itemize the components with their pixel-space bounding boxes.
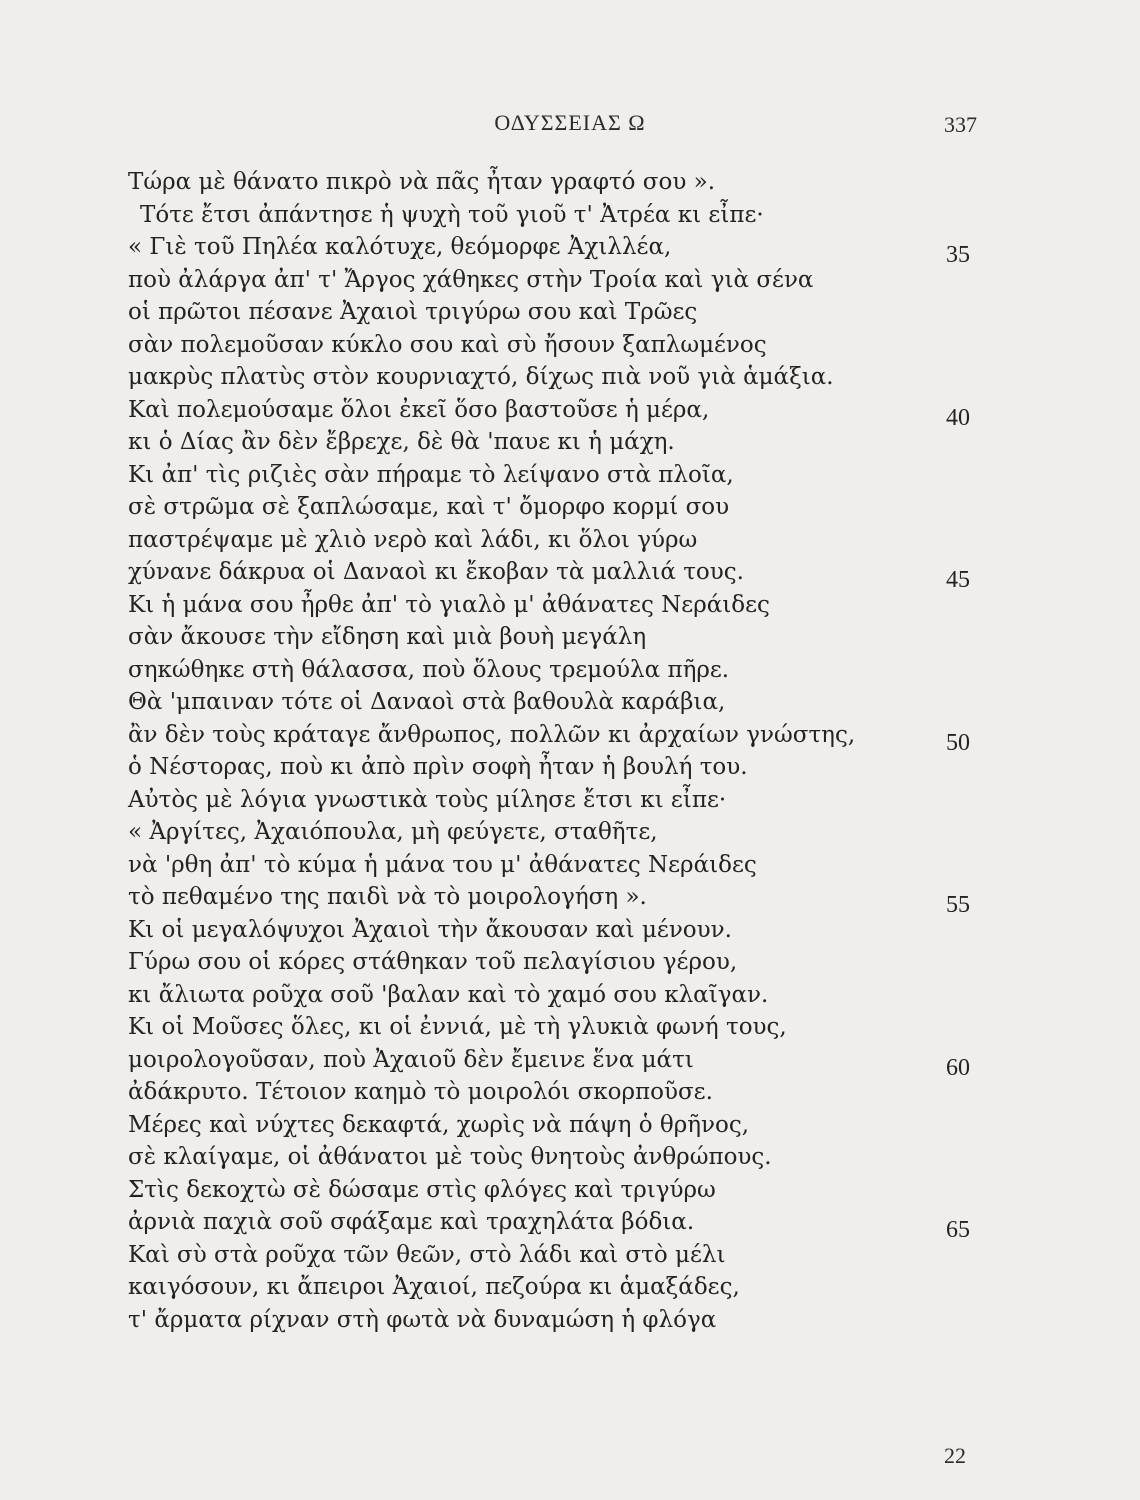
verse-text: Κι ἀπ' τὶς ριζιὲς σὰν πήραμε τὸ λείψανο στὰ πλοῖα, (128, 461, 734, 488)
verse-text: Αὐτὸς μὲ λόγια γνωστικὰ τοὺς μίλησε ἔτσι κι εἶπε· (128, 786, 727, 813)
verse-text: χύνανε δάκρυα οἱ Δαναοὶ κι ἔκοβαν τὰ μαλλιά τους. (128, 559, 744, 585)
verse-line (128, 199, 988, 232)
verse-line (128, 686, 988, 719)
verse-text: « Ἀργίτες, Ἀχαιόπουλα, μὴ φεύγετε, σταθῆτε, (128, 819, 658, 845)
verse-line (128, 264, 988, 297)
printer-signature: 22 (944, 1443, 966, 1468)
verse-line (128, 426, 988, 459)
verse-line (128, 166, 988, 199)
verse-text: Καὶ πολεμούσαμε ὅλοι ἐκεῖ ὅσο βαστοῦσε ἡ μέρα, (128, 396, 710, 423)
verse-text: οἱ πρῶτοι πέσανε Ἀχαιοὶ τριγύρω σου καὶ Τρῶες (128, 299, 698, 325)
verse-text: καιγόσουν, κι ἄπειροι Ἀχαιοί, πεζούρα κι ἁμαξάδες, (128, 1274, 740, 1300)
verse-text: Θὰ 'μπαιναν τότε οἱ Δαναοὶ στὰ βαθουλὰ καράβια, (128, 689, 726, 715)
verse-text: Τώρα μὲ θάνατο πικρὸ νὰ πᾶς ἦταν γραφτό σου ». (128, 169, 716, 195)
verse-text: ἀδάκρυτο. Τέτοιον καημὸ τὸ μοιρολόι σκορποῦσε. (128, 1079, 713, 1105)
page-number: 337 (944, 112, 977, 137)
verse-line (128, 914, 988, 947)
verse-line (128, 881, 988, 918)
line-number: 60 (946, 1054, 970, 1081)
verse-line (128, 231, 988, 268)
verse-text: σηκώθηκε στὴ θάλασσα, ποὺ ὅλους τρεμούλα πῆρε. (128, 656, 730, 683)
line-number: 55 (946, 892, 970, 918)
verse-text: ποὺ ἀλάργα ἀπ' τ' Ἄργος χάθηκες στὴν Τροία καὶ γιὰ σένα (128, 266, 814, 293)
verse-line (128, 1304, 988, 1337)
verse-line (128, 329, 988, 362)
line-number: 65 (946, 1217, 970, 1243)
verse-text: ἀρνιὰ παχιὰ σοῦ σφάξαμε καὶ τραχηλάτα βόδια. (128, 1209, 695, 1235)
verse-text: τ' ἄρματα ρίχναν στὴ φωτὰ νὰ δυναμώση ἡ φλόγα (128, 1306, 717, 1333)
verse-text: « Γιὲ τοῦ Πηλέα καλότυχε, θεόμορφε Ἀχιλλέα, (128, 234, 672, 260)
verse-line (128, 621, 988, 654)
verse-text: Τότε ἔτσι ἀπάντησε ἡ ψυχὴ τοῦ γιοῦ τ' Ἀτρέα κι εἶπε· (140, 201, 764, 228)
verse-line (128, 1239, 988, 1272)
verse-text: μακρὺς πλατὺς στὸν κουρνιαχτό, δίχως πιὰ νοῦ γιὰ ἁμάξια. (128, 364, 834, 390)
verse-text: Κι οἱ μεγαλόψυχοι Ἀχαιοὶ τὴν ἄκουσαν καὶ μένουν. (128, 916, 732, 943)
verse-line (128, 849, 988, 882)
verse-line (128, 946, 988, 979)
verse-text: μοιρολογοῦσαν, ποὺ Ἀχαιοῦ δὲν ἔμεινε ἕνα μάτι (128, 1046, 694, 1073)
verse-text: παστρέψαμε μὲ χλιὸ νερὸ καὶ λάδι, κι ὅλοι γύρω (128, 526, 698, 553)
verse-line (128, 589, 988, 622)
verse-line (128, 394, 988, 431)
verse-line (128, 491, 988, 524)
verse-text: Κι οἱ Μοῦσες ὅλες, κι οἱ ἐννιά, μὲ τὴ γλυκιὰ φωνή τους, (128, 1014, 787, 1040)
verse-line (128, 1141, 988, 1174)
verse-text: Στὶς δεκοχτὼ σὲ δώσαμε στὶς φλόγες καὶ τριγύρω (128, 1176, 716, 1203)
verse-line (128, 654, 988, 687)
running-head: ΟΔΥΣΣΕΙΑΣ Ω (494, 110, 646, 135)
verse-text: Μέρες καὶ νύχτες δεκαφτά, χωρὶς νὰ πάψη ὁ θρῆνος, (128, 1111, 750, 1138)
verse-text: Καὶ σὺ στὰ ροῦχα τῶν θεῶν, στὸ λάδι καὶ στὸ μέλι (128, 1241, 726, 1268)
verse-text: νὰ 'ρθη ἀπ' τὸ κύμα ἡ μάνα του μ' ἀθάνατες Νεράιδες (128, 851, 757, 878)
verse-text: Γύρω σου οἱ κόρες στάθηκαν τοῦ πελαγίσιου γέρου, (128, 949, 738, 975)
line-number: 50 (946, 729, 970, 756)
verse-text: ἂν δὲν τοὺς κράταγε ἄνθρωπος, πολλῶν κι ἀρχαίων γνώστης, (128, 721, 856, 748)
verse-line (128, 816, 988, 849)
verse-text: τὸ πεθαμένο της παιδὶ νὰ τὸ μοιρολογήση ». (128, 884, 647, 910)
verse-text: σὲ κλαίγαμε, οἱ ἀθάνατοι μὲ τοὺς θνητοὺς ἀνθρώπους. (128, 1144, 772, 1170)
verse-line (128, 459, 988, 492)
verse-line (128, 751, 988, 784)
verse-line (128, 784, 988, 817)
verse-text: σὰν πολεμοῦσαν κύκλο σου καὶ σὺ ἤσουν ξαπλωμένος (128, 331, 767, 358)
verse-line (128, 719, 988, 756)
verse-line (128, 1011, 988, 1044)
line-number: 40 (946, 404, 970, 431)
line-number: 35 (946, 242, 970, 268)
verse-line (128, 524, 988, 557)
verse-line (128, 1206, 988, 1243)
verse-line (128, 361, 988, 394)
verse-text: σὲ στρῶμα σὲ ξαπλώσαμε, καὶ τ' ὄμορφο κορμί σου (128, 494, 730, 520)
verse-text: Κι ἡ μάνα σου ἦρθε ἀπ' τὸ γιαλὸ μ' ἀθάνατες Νεράιδες (128, 591, 770, 618)
verse-line (128, 1271, 988, 1304)
verse-line (128, 556, 988, 593)
verse-line (128, 979, 988, 1012)
verse-line (128, 1076, 988, 1109)
verse-text: κι ἄλιωτα ροῦχα σοῦ 'βαλαν καὶ τὸ χαμό σου κλαῖγαν. (128, 981, 769, 1008)
verse-line (128, 1044, 988, 1081)
verse-text: ὁ Νέστορας, ποὺ κι ἀπὸ πρὶν σοφὴ ἦταν ἡ βουλή του. (128, 754, 748, 780)
verse-line (128, 1109, 988, 1142)
verse-text: κι ὁ Δίας ἂν δὲν ἔβρεχε, δὲ θὰ 'παυε κι ἡ μάχη. (128, 429, 675, 455)
verse-text: σὰν ἄκουσε τὴν εἴδηση καὶ μιὰ βουὴ μεγάλη (128, 624, 647, 650)
verse-line (128, 296, 988, 329)
verse-block (128, 166, 988, 1336)
line-number: 45 (946, 567, 970, 593)
verse-line (128, 1174, 988, 1207)
